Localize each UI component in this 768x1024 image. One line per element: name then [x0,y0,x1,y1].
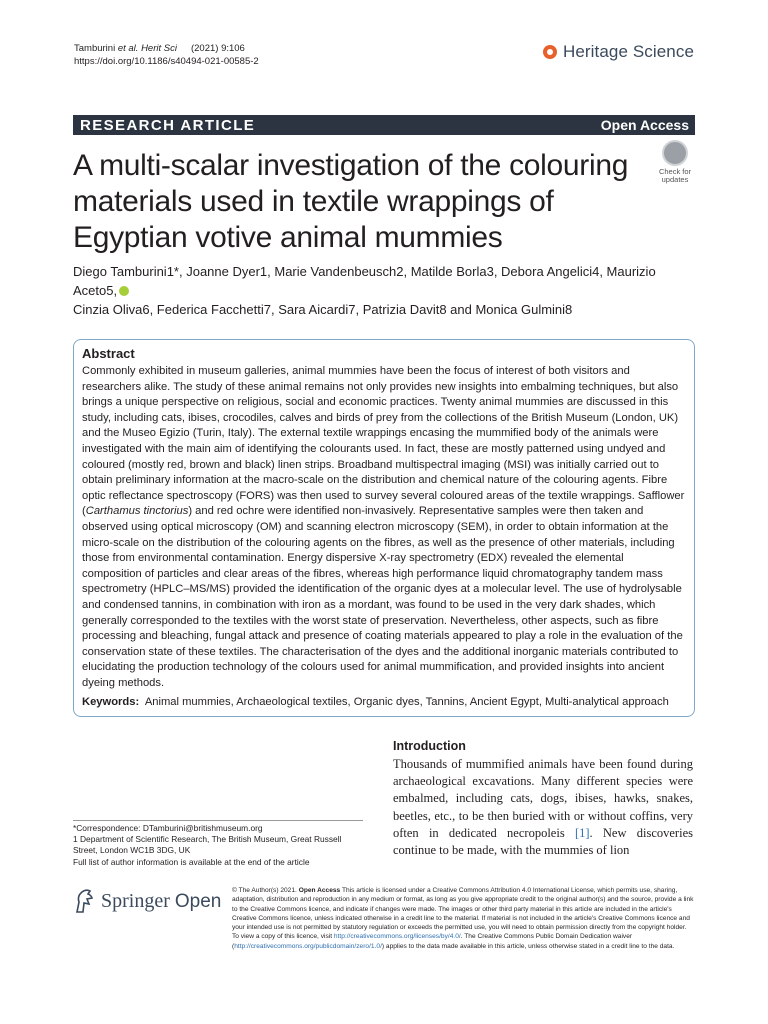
heritage-science-logo-icon [543,45,557,59]
journal-brand[interactable] [543,42,694,62]
abstract-box [73,339,695,717]
reference-link[interactable]: [1] [574,825,590,840]
keywords [82,695,686,711]
cc-by-link[interactable]: http://creativecommons.org/licenses/by/4.0/ [333,933,461,941]
article-type-label: RESEARCH ARTICLE [80,117,256,134]
footnote-divider [73,820,363,821]
springer-open-logo[interactable] [73,888,221,914]
check-for-updates-label: Check for updates [658,167,692,184]
author-list [73,262,698,319]
doi-link[interactable]: https://doi.org/10.1186/s40494-021-00585-2 [74,56,259,67]
keywords-list: Animal mummies, Archaeological textiles, Organic dyes, Tannins, Ancient Egypt, Multi-analytical approach [144,696,669,709]
article-type-banner [73,115,695,135]
affiliation: 1 Department of Scientific Research, The British Museum, Great Russell Street, London WC1B 3DG, UK [73,834,342,856]
check-for-updates-icon [662,140,688,166]
citation-etal: et al. Herit Sci [117,43,177,54]
orcid-icon[interactable] [119,286,129,296]
author-info-note: Full list of author information is available at the end of the article [73,856,310,867]
check-for-updates-button[interactable] [654,140,696,184]
article-title: A multi-scalar investigation of the colouring materials used in textile wrappings of Egyptian votive animal mummies [73,149,629,254]
correspondence-footnote [73,820,363,868]
cc-zero-link[interactable]: http://creativecommons.org/publicdomain/zero/1.0/ [234,942,382,950]
species-name: Carthamus tinctorius [85,505,189,518]
correspondence-email: *Correspondence: DTamburini@britishmuseum.org [73,823,263,833]
journal-name: Heritage Science [562,42,694,61]
license-text: © The Author(s) 2021. Open Access This article is licensed under a Creative Commons Attribution 4.0 International License, which permits use, sharing, adaptation, distribution and reproduction in any medium or format, as long as you give appropriate credit to the original author(s) and the source, provide a link to the Creative Commons licence, and indicate if changes were made. The images or other third party material in this article are included in the article's Creative Commons licence, unless indicated otherwise in a credit line to the material. If material is not included in the article's Creative Commons licence and your intended use is not permitted by statutory regulation or exceeds the permitted use, you will need to obtain permission directly from the copyright holder. To view a copy of this licence, visit http://creativecommons.org/licenses/by/4.0/. The Creative Commons Public Domain Dedication waiver (http://creativecommons.org/publicdomain/zero/1.0/) applies to the data made available in this article, unless otherwise stated in a credit line to the data. [232,887,694,950]
introduction-text: Thousands of mummified animals have been found during archaeological excavations. Many different species were embalmed, including cats, dogs, ibises, hawks, snakes, beetles, etc., to be then buried with or without coffins, very often in dedicated necropoleis [1]. New discoveries continue to be made, with the mummies of lion [393,757,693,858]
keywords-label: Keywords: [82,696,140,709]
open-access-badge: Open Access [581,115,695,135]
author-line-2: Cinzia Oliva6, Federica Facchetti7, Sara Aicardi7, Patrizia Davit8 and Monica Gulmini8 [73,302,573,317]
license-open-access: Open Access [298,887,341,894]
springer-horse-icon [73,888,95,914]
springer-wordmark: Springer Open [101,889,222,912]
abstract-text: Commonly exhibited in museum galleries, animal mummies have been the focus of interest of both visitors and researchers alike. The study of these animal remains not only provides new insights into embalming techniques, but also brings a unique perspective on religious, social and economic practices. Twenty animal mummies are discussed in this study, including cats, ibises, crocodiles, calves and birds of prey from the collections of the British Museum (London, UK) and the Museo Egizio (Turin, Italy). The external textile wrappings encasing the mummified body of the animals were investigated with the main aim of identifying the colourants used. In fact, these are mostly patterned using undyed and coloured (mostly red, brown and black) linen strips. Broadband multispectral imaging (MSI) was initially carried out to obtain preliminary information at the macro-scale on the distribution and chemical nature of the colouring agents. Fibre optic reflectance spectroscopy (FORS) was then used to survey several coloured areas of the textile wrappings. Safflower (Carthamus tinctorius) and red ochre were identified non-invasively. Representative samples were then taken and observed using optical microscopy (OM) and scanning electron microscopy (SEM), in order to obtain information at the micro-scale on the distribution of the colouring agents on the fibres, as well as the presence of other materials, including those from environmental contamination. Energy dispersive X-ray spectrometry (EDX) revealed the elemental composition of particles and clear areas of the fibres, whereas high performance liquid chromatography tandem mass spectrometry (HPLC–MS/MS) provided the identification of the organic dyes at a molecular level. The use of hydrolysable and condensed tannins, in combination with iron as a mordant, was found to be used in the very dark shades, which generally corresponded to the textiles with the worst state of preservation. Nevertheless, other aspects, such as fibre processing and bleaching, fungal attack and presence of coating materials appeared to play a role in the evaluation of the conservation state of these textiles. The characterisation of the dyes and the additional inorganic materials contributed to elucidating the production technology of the colours used for animal mummification, and provided insights into ancient dyeing methods. [82,365,685,689]
citation-year: (2021) 9:106 [190,43,245,54]
abstract-heading: Abstract [82,346,135,361]
citation-block [74,42,259,68]
introduction-section [393,739,693,859]
author-line-1: Diego Tamburini1*, Joanne Dyer1, Marie Vandenbeusch2, Matilde Borla3, Debora Angelici4, Maurizio Aceto5, [73,264,656,298]
citation-authors: Tamburini [74,43,116,54]
introduction-heading: Introduction [393,739,466,753]
